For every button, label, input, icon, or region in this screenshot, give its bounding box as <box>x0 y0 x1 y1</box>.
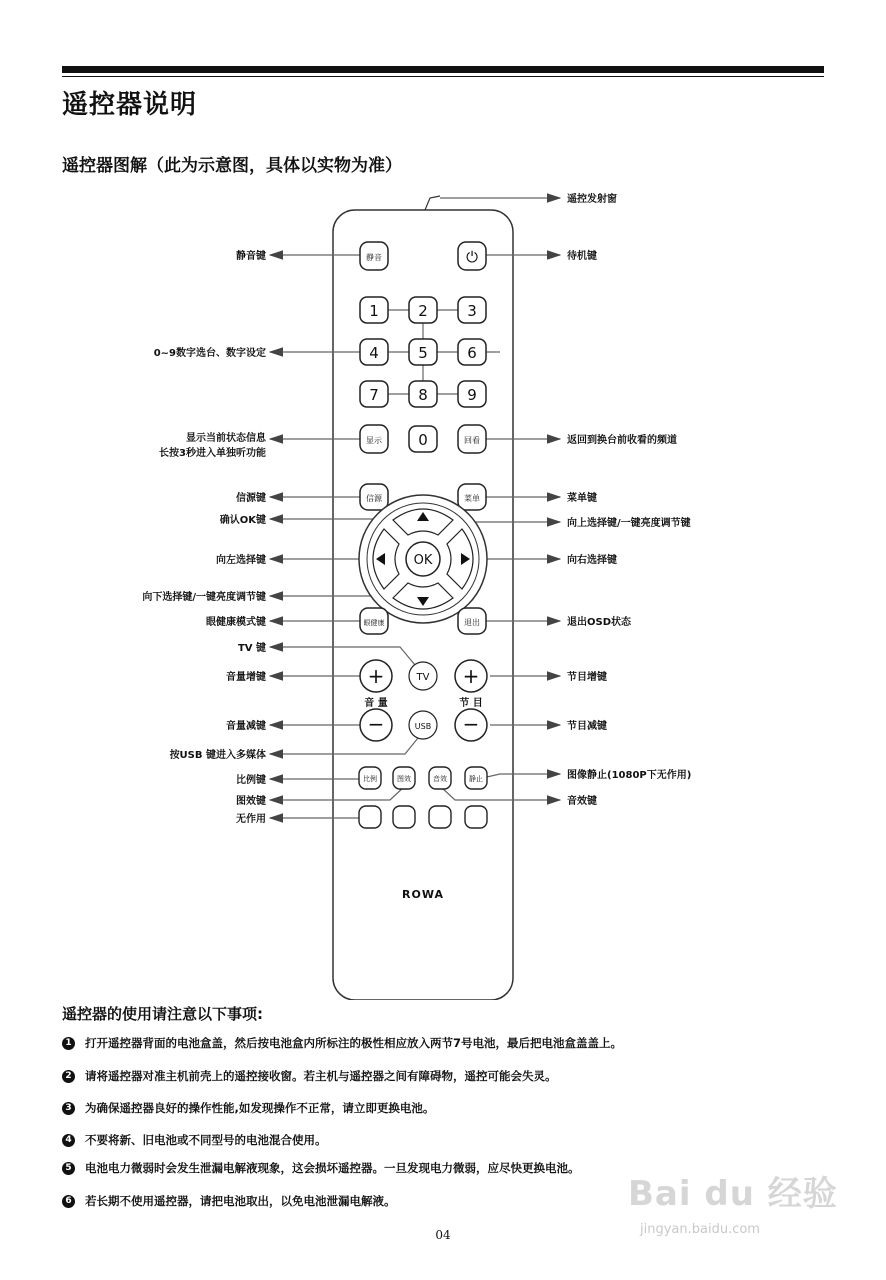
svg-text:音效: 音效 <box>433 775 447 783</box>
watermark-logo: Bai du 经验 <box>628 1174 838 1214</box>
label-recall: 返回到换台前收看的频道 <box>567 435 677 446</box>
label-sound: 音效键 <box>567 796 597 807</box>
digit-button-5[interactable] <box>409 339 437 365</box>
label-vol-up: 音量增键 <box>226 672 266 683</box>
mute-button[interactable] <box>360 242 388 270</box>
digit-button-9[interactable] <box>458 381 486 407</box>
label-exit: 退出OSD状态 <box>567 617 632 628</box>
volume-caption: 音 量 <box>364 698 388 709</box>
digit-label: 0 <box>418 431 428 449</box>
ratio-button[interactable] <box>359 767 381 789</box>
digit-label: 1 <box>369 302 379 320</box>
svg-text:OK: OK <box>413 553 433 568</box>
label-digits: 0~9数字选台、数字设定 <box>153 348 266 359</box>
digit-button-1[interactable] <box>360 297 388 323</box>
digit-label: 6 <box>467 344 477 362</box>
channel-up-button[interactable] <box>455 660 487 692</box>
eye-health-button[interactable] <box>360 608 388 634</box>
note-text: 为确保遥控器良好的操作性能,如发现操作不正常，请立即更换电池。 <box>85 1101 435 1115</box>
label-ch-up: 节目增键 <box>567 672 607 683</box>
channel-caption: 节 目 <box>459 698 483 709</box>
label-display-2: 长按3秒进入单独听功能 <box>159 448 266 459</box>
tv-button[interactable] <box>409 662 437 690</box>
digit-button-0[interactable] <box>409 426 437 452</box>
volume-up-button[interactable] <box>360 660 392 692</box>
note-text: 不要将新、旧电池或不同型号的电池混合使用。 <box>85 1133 327 1147</box>
svg-text:眼健康: 眼健康 <box>363 619 385 627</box>
watermark-url: jingyan.baidu.com <box>640 1222 760 1237</box>
svg-text:静止: 静止 <box>469 775 483 783</box>
note-number-icon: 3 <box>62 1102 75 1115</box>
note-item <box>62 1193 396 1209</box>
exit-button[interactable] <box>458 608 486 634</box>
svg-text:回看: 回看 <box>464 436 480 445</box>
label-source: 信源键 <box>236 493 266 504</box>
digit-button-3[interactable] <box>458 297 486 323</box>
note-number-icon: 6 <box>62 1195 75 1208</box>
header-rule <box>62 66 824 73</box>
svg-text:+: + <box>462 664 480 688</box>
note-number-icon: 2 <box>62 1070 75 1083</box>
label-window: 遥控发射窗 <box>567 194 617 205</box>
svg-text:图效: 图效 <box>397 775 411 783</box>
menu-button[interactable] <box>458 484 486 510</box>
label-eye: 眼健康模式键 <box>206 617 266 628</box>
label-menu: 菜单键 <box>567 493 597 504</box>
ok-button[interactable] <box>406 542 440 576</box>
notes-title: 遥控器的使用请注意以下事项: <box>62 1005 263 1023</box>
volume-down-button[interactable] <box>360 709 392 741</box>
digit-label: 9 <box>467 386 477 404</box>
unused-button[interactable] <box>393 806 415 828</box>
dpad <box>359 495 487 623</box>
freeze-button[interactable] <box>465 767 487 789</box>
picture-effect-button[interactable] <box>393 767 415 789</box>
label-display-1: 显示当前状态信息 <box>186 433 266 444</box>
power-button[interactable] <box>458 242 486 270</box>
source-button[interactable] <box>360 484 388 510</box>
display-button[interactable] <box>360 425 388 453</box>
note-text: 请将遥控器对准主机前壳上的遥控接收窗。若主机与遥控器之间有障碍物，遥控可能会失灵。 <box>85 1069 557 1083</box>
svg-text:+: + <box>367 664 385 688</box>
label-left: 向左选择键 <box>216 555 266 566</box>
svg-text:比例: 比例 <box>363 775 377 783</box>
power-icon: ⏻ <box>466 248 478 266</box>
digit-label: 7 <box>369 386 379 404</box>
label-ch-down: 节目减键 <box>567 721 607 732</box>
svg-text:静音: 静音 <box>366 253 382 262</box>
label-usb: 按USB 键进入多媒体 <box>169 750 266 761</box>
svg-text:信源: 信源 <box>366 494 382 503</box>
note-item <box>62 1160 580 1176</box>
header-rule-thin <box>62 76 824 77</box>
label-mute: 静音键 <box>236 251 266 262</box>
note-item <box>62 1100 434 1116</box>
recall-button[interactable] <box>458 425 486 453</box>
sound-effect-button[interactable] <box>429 767 451 789</box>
digit-label: 2 <box>418 302 428 320</box>
unused-button[interactable] <box>359 806 381 828</box>
note-item <box>62 1035 622 1051</box>
unused-button[interactable] <box>465 806 487 828</box>
svg-text:退出: 退出 <box>464 618 480 627</box>
ir-window <box>425 196 440 210</box>
svg-text:菜单: 菜单 <box>464 494 480 503</box>
note-number-icon: 5 <box>62 1162 75 1175</box>
digit-button-6[interactable] <box>458 339 486 365</box>
note-text: 打开遥控器背面的电池盒盖，然后按电池盒内所标注的极性相应放入两节7号电池，最后把电池盒盖盖上。 <box>85 1036 622 1050</box>
label-freeze: 图像静止(1080P下无作用) <box>567 770 692 781</box>
note-item <box>62 1132 327 1148</box>
label-power: 待机键 <box>567 251 597 262</box>
label-up: 向上选择键/一键亮度调节键 <box>567 518 691 529</box>
digit-button-4[interactable] <box>360 339 388 365</box>
digit-button-2[interactable] <box>409 297 437 323</box>
remote-diagram <box>0 180 886 1000</box>
svg-text:−: − <box>462 712 480 736</box>
svg-text:USB: USB <box>414 722 432 731</box>
label-tv: TV 键 <box>237 643 266 654</box>
label-ratio: 比例键 <box>236 775 266 786</box>
digit-button-8[interactable] <box>409 381 437 407</box>
label-down: 向下选择键/一键亮度调节键 <box>142 592 266 603</box>
note-number-icon: 1 <box>62 1037 75 1050</box>
brand-logo: ROWA <box>402 888 444 901</box>
label-picture: 图效键 <box>236 796 266 807</box>
diagram-subtitle: 遥控器图解（此为示意图，具体以实物为准） <box>62 156 402 176</box>
page-title: 遥控器说明 <box>62 90 198 120</box>
svg-text:显示: 显示 <box>366 436 382 445</box>
note-number-icon: 4 <box>62 1134 75 1147</box>
digit-button-7[interactable] <box>360 381 388 407</box>
digit-label: 8 <box>418 386 428 404</box>
note-text: 电池电力微弱时会发生泄漏电解液现象，这会损坏遥控器。一旦发现电力微弱，应尽快更换电池。 <box>85 1161 580 1175</box>
unused-button[interactable] <box>429 806 451 828</box>
label-ok: 确认OK键 <box>219 515 266 526</box>
channel-down-button[interactable] <box>455 709 487 741</box>
page-number: 04 <box>435 1228 451 1242</box>
label-none: 无作用 <box>236 814 266 825</box>
label-right: 向右选择键 <box>567 555 617 566</box>
digit-label: 5 <box>418 344 428 362</box>
digit-label: 4 <box>369 344 379 362</box>
note-item <box>62 1068 557 1084</box>
label-vol-down: 音量减键 <box>226 721 266 732</box>
usb-button[interactable] <box>409 711 437 739</box>
svg-text:−: − <box>367 712 385 736</box>
svg-text:TV: TV <box>416 672 430 683</box>
digit-label: 3 <box>467 302 477 320</box>
note-text: 若长期不使用遥控器，请把电池取出，以免电池泄漏电解液。 <box>85 1194 396 1208</box>
